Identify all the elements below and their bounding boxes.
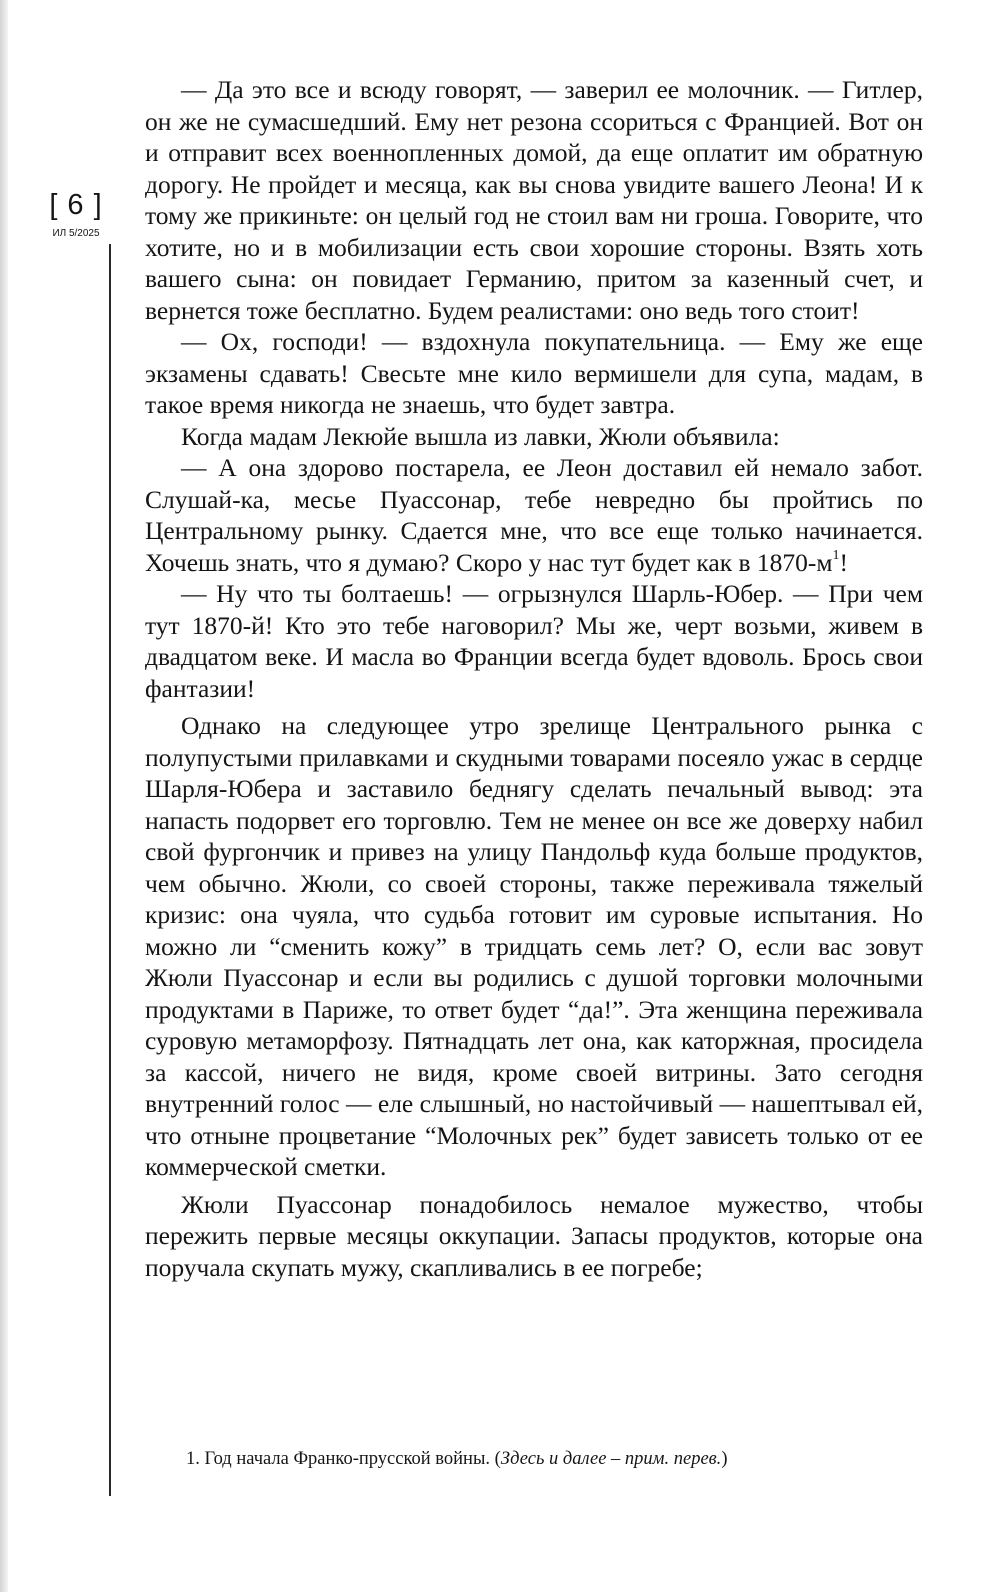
paragraph-text: — А она здорово постарела, ее Леон доставил ей немало забот. Слушай-ка, месье Пуассонар, тебе невредно бы пройтись по Центральному рынку. Сдается мне, что все еще только начинается. Хочешь знать, что я думаю? Скоро у нас тут будет как в 1870-м [145, 453, 923, 577]
footnote-close: ) [721, 1449, 728, 1469]
paragraph: Однако на следующее утро зрелище Центрального рынка с полупустыми прилавками и скудными товарами посеяло ужас в сердце Шарля-Юбера и заставило беднягу сделать печальный вывод: эта напасть подорвет его торговлю. Тем не менее он все же доверху набил свой фургончик и привез на улицу Пандольф куда больше продуктов, чем обычно. Жюли, со своей стороны, также переживала тяжелый кризис: она чуяла, что судьба готовит им суровые испытания. Но можно ли “сменить кожу” в тридцать семь лет? О, если вас зовут Жюли Пуассонар и если вы родились с душой торговки молочными продуктами в Париже, то ответ будет “да!”. Эта женщина переживала суровую метаморфозу. Пятнадцать лет она, как каторжная, просидела за кассой, ничего не видя, кроме своей витрины. Зато сегодня внутренний голос — еле слышный, но настойчивый — нашептывал ей, что отныне процветание “Молочных рек” будет зависеть только от ее коммерческой сметки. [145, 711, 923, 1181]
footnote-text: 1. Год начала Франко-прусской войны. ( [186, 1449, 501, 1469]
margin-rule [109, 244, 111, 1496]
footnote-reference: 1 [832, 547, 840, 563]
paragraph-tail: ! [839, 547, 849, 577]
paragraph: Жюли Пуассонар понадобилось немалое мужество, чтобы пережить первые месяцы оккупации. Запасы продуктов, которые она поручала скупать мужу, скапливались в ее погребе; [145, 1189, 923, 1282]
footnote-italic: Здесь и далее – прим. перев. [500, 1449, 722, 1469]
paragraph [145, 452, 923, 578]
body-text [145, 74, 923, 1283]
paragraph: — Ну что ты болтаешь! — огрызнулся Шарль-Юбер. — При чем тут 1870-й! Кто это тебе наговорил? Мы же, черт возьми, живем в двадцатом веке. И масла во Франции всегда будет вдоволь. Брось свои фантазии! [145, 579, 923, 703]
page-edge-shadow [0, 0, 8, 1592]
page-number: [ 6 ] [49, 189, 103, 221]
issue-label: ИЛ 5/2025 [52, 228, 100, 239]
paragraph: — Ох, господи! — вздохнула покупательница. — Ему же еще экзамены сдавать! Свесьте мне кило вермишели для супа, мадам, в такое время никогда не знаешь, что будет завтра. [145, 327, 923, 419]
paragraph: — Да это все и всюду говорят, — заверил ее молочник. — Гитлер, он же не сумасшедший. Ему нет резона ссориться с Францией. Вот он и отправит всех военнопленных домой, да еще оплатит им обратную дорогу. Не пройдет и месяца, как вы снова увидите вашего Леона! И к тому же прикиньте: он целый год не стоил вам ни гроша. Говорите, что хотите, но и в мобилизации есть свои хорошие стороны. Взять хоть вашего сына: он повидает Германию, притом за казенный счет, и вернется тоже бесплатно. Будем реалистами: оно ведь того стоит! [145, 75, 923, 325]
footnote [186, 1447, 926, 1471]
paragraph: Когда мадам Лекюйе вышла из лавки, Жюли объявила: [181, 421, 780, 451]
